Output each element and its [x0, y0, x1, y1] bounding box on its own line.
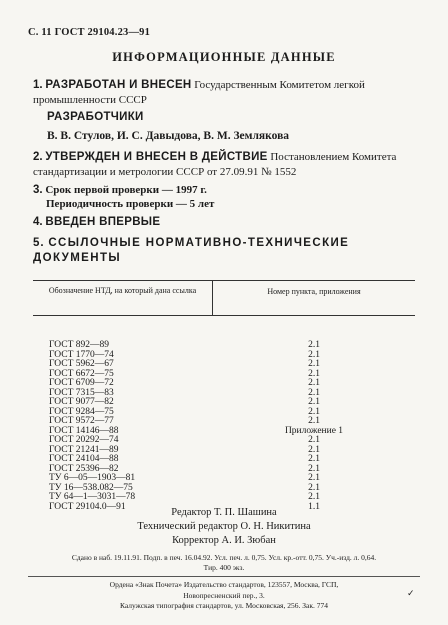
section-1: 1. РАЗРАБОТАН И ВНЕСЕН Государственным Комитетом легкой промышленности СССР: [33, 79, 365, 106]
clause-cell: 2.1: [308, 340, 320, 350]
table-body: [33, 316, 415, 512]
col-header-clause: Номер пункта, приложения: [267, 287, 361, 296]
clause-cell: 2.1: [308, 406, 320, 417]
publisher-line: Калужская типография стандартов, ул. Московская, 256. Зак. 774: [119, 601, 328, 610]
check-mark-icon: ✓: [407, 588, 415, 598]
references-table: [33, 280, 415, 512]
document-cell: ГОСТ 6672—75: [49, 368, 114, 379]
col-header-document: Обозначение НТД, на который дана ссылка: [33, 281, 213, 315]
footer-rule: [28, 576, 420, 577]
document-cell: ГОСТ 29104.0—91: [49, 501, 126, 512]
clause-cell: 1.1: [308, 501, 320, 512]
clause-cell: 2.1: [308, 359, 320, 369]
document-cell: ГОСТ 9077—82: [49, 397, 114, 407]
developers-names: В. В. Стулов, И. С. Давыдова, В. М. Землякова: [47, 130, 290, 142]
publisher-line: Ордена «Знак Почета» Издательство стандартов, 123557, Москва, ГСП,: [109, 580, 339, 589]
clause-cell: 2.1: [308, 482, 320, 493]
document-cell: ГОСТ 892—89: [49, 340, 109, 350]
document-cell: ГОСТ 6709—72: [49, 378, 114, 388]
document-cell: ТУ 64—1—3031—78: [49, 492, 136, 502]
document-cell: ГОСТ 9572—77: [49, 416, 114, 426]
section-3-periodicity: Периодичность проверки — 5 лет: [46, 198, 215, 210]
clause-cell: 2.1: [308, 368, 320, 379]
table-header: [33, 281, 415, 316]
section-3: 3. Срок первой проверки — 1997 г.: [33, 184, 207, 196]
imprint-line: Тир. 400 экз.: [203, 563, 245, 572]
clause-cell: 2.1: [308, 378, 320, 388]
tech-editor-line: Технический редактор О. Н. Никитина: [137, 521, 311, 532]
clause-cell: 2.1: [308, 349, 320, 360]
page-header: С. 11 ГОСТ 29104.23—91: [28, 27, 151, 38]
section-5: 5. ССЫЛОЧНЫЕ НОРМАТИВНО-ТЕХНИЧЕСКИЕ ДОКУМЕНТЫ: [33, 237, 350, 264]
document-cell: ГОСТ 20292—74: [49, 435, 119, 445]
clause-cell: 2.1: [308, 444, 320, 455]
document-cell: ГОСТ 1770—74: [49, 349, 114, 360]
proofreader-line: Корректор А. И. Зюбан: [172, 535, 276, 546]
imprint-line: Сдано в наб. 19.11.91. Подп. в печ. 16.04.92. Усл. печ. л. 0,75. Усл. кр.-отт. 0,75. Уч.-изд. л. 0,64.: [71, 553, 377, 562]
clause-cell: 2.1: [308, 454, 320, 464]
document-cell: ГОСТ 5962—67: [49, 359, 114, 369]
clause-cell: 2.1: [308, 397, 320, 407]
section-2: 2. УТВЕРЖДЕН И ВНЕСЕН В ДЕЙСТВИЕ Постановлением Комитета стандартизации и метрологии СССР от 27.09.91 № 1552: [33, 151, 397, 178]
editors-block: [0, 506, 448, 548]
document-cell: ГОСТ 24104—88: [49, 454, 119, 464]
imprint-block: [0, 553, 448, 573]
document-cell: ГОСТ 14146—88: [49, 425, 119, 436]
publisher-line: Новопресненский пер., 3.: [183, 590, 265, 600]
document-cell: ГОСТ 21241—89: [49, 444, 119, 455]
clause-cell: 2.1: [308, 473, 320, 483]
developers-label: РАЗРАБОТЧИКИ: [47, 111, 144, 123]
document-cell: ТУ 16—538.082—75: [49, 482, 133, 493]
clause-cell: 2.1: [308, 435, 320, 445]
document-cell: ГОСТ 7315—83: [49, 387, 114, 398]
clause-cell: 2.1: [308, 463, 320, 474]
clause-cell: 2.1: [308, 416, 320, 426]
section-4: 4. ВВЕДЕН ВПЕРВЫЕ: [33, 216, 161, 228]
clause-cell: Приложение 1: [284, 425, 344, 436]
publisher-block: [0, 580, 448, 612]
document-cell: ГОСТ 9284—75: [49, 406, 114, 417]
clause-cell: 2.1: [308, 387, 320, 398]
document-cell: ТУ 6—05—1903—81: [49, 473, 136, 483]
document-cell: ГОСТ 25396—82: [49, 463, 119, 474]
editor-line: Редактор Т. П. Шашина: [171, 507, 277, 518]
page-title: ИНФОРМАЦИОННЫЕ ДАННЫЕ: [112, 50, 336, 64]
clause-cell: 2.1: [308, 492, 320, 502]
